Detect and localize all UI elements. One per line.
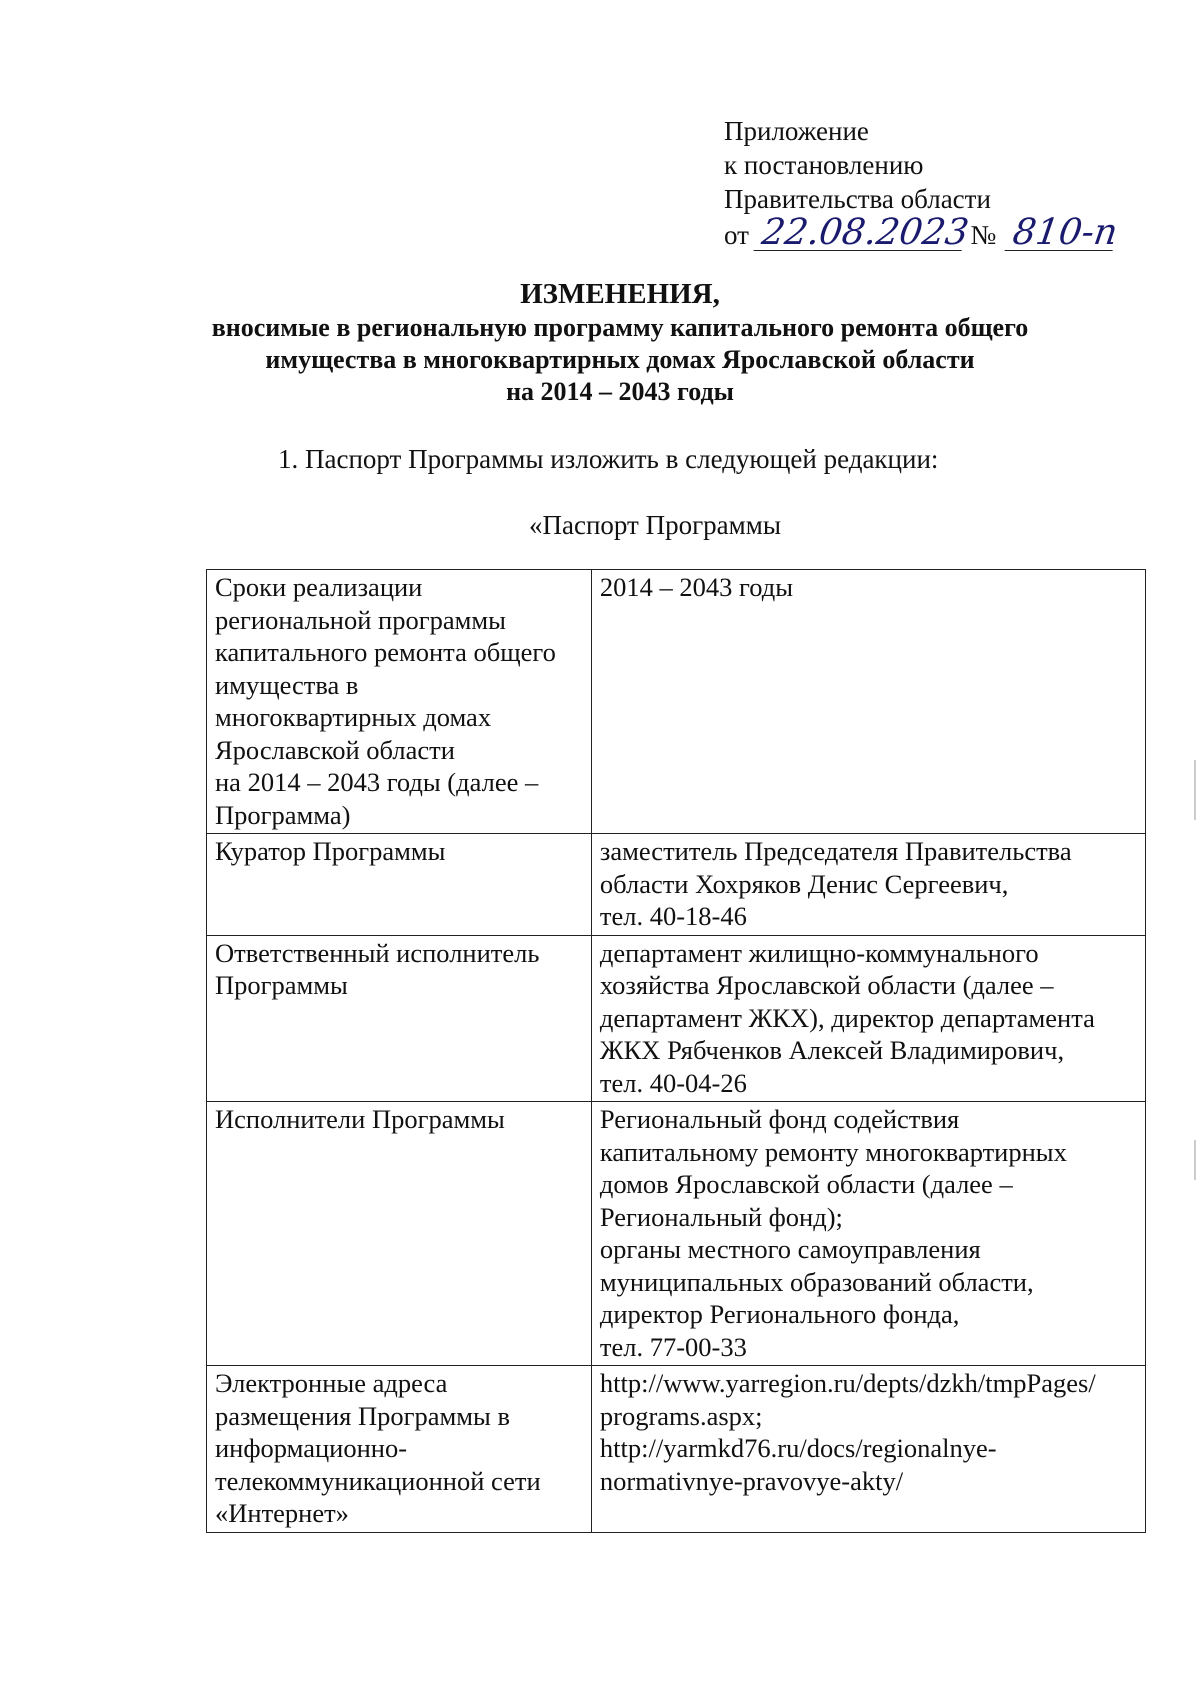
- row-responsible-executor: [207, 935, 1146, 1102]
- cell-line: «Интернет»: [215, 1498, 349, 1528]
- cell-line: тел. 40-18-46: [599, 901, 747, 931]
- cell-line: Региональный фонд содействия: [599, 1104, 960, 1134]
- cell-line: размещения Программы в: [215, 1400, 510, 1431]
- table-cell-value: [591, 570, 1145, 834]
- row-internet-addresses: [207, 1366, 1146, 1533]
- cell-line: тел. 40-04-26: [599, 1067, 747, 1098]
- document-heading: [140, 276, 1100, 408]
- cell-line: Ярославской области: [215, 734, 455, 765]
- cell-line: хозяйства Ярославской области (далее –: [599, 970, 1054, 1000]
- cell-line: Программа): [215, 799, 351, 830]
- row-program-curator: [207, 834, 1146, 936]
- appendix-government-line: Правительства области: [724, 184, 991, 214]
- appendix-block: [724, 114, 1121, 253]
- table-cell-value: [591, 1102, 1145, 1366]
- table-cell-label: [207, 935, 592, 1102]
- handwritten-date: 22.08.2023: [753, 216, 966, 251]
- cell-line: органы местного самоуправления: [599, 1234, 981, 1264]
- cell-line: 2014 – 2043 годы: [599, 572, 793, 602]
- table-cell-label: [207, 1102, 592, 1366]
- cell-line: Электронные адреса: [215, 1368, 448, 1398]
- cell-line: ЖКХ Рябченков Алексей Владимирович,: [599, 1035, 1065, 1065]
- cell-line: Сроки реализации: [215, 572, 423, 602]
- appendix-resolution-line: к постановлению: [724, 150, 924, 180]
- row-program-executors: [207, 1102, 1146, 1366]
- paragraph-1: 1. Паспорт Программы изложить в следующей редакции:: [278, 444, 939, 474]
- cell-line: многоквартирных домах: [215, 702, 492, 732]
- scan-artifact: [1194, 760, 1196, 820]
- table-cell-label: [207, 1366, 592, 1533]
- date-prefix: от: [724, 220, 749, 250]
- table-cell-label: [207, 834, 592, 936]
- table-cell-value: [591, 1366, 1145, 1533]
- cell-line: директор Регионального фонда,: [599, 1299, 960, 1329]
- handwritten-number: 810-п: [1005, 216, 1118, 251]
- cell-line: домов Ярославской области (далее –: [599, 1169, 1013, 1199]
- cell-line: programs.aspx;: [599, 1400, 763, 1431]
- table-cell-value: [591, 935, 1145, 1102]
- heading-title: ИЗМЕНЕНИЯ,: [520, 278, 720, 310]
- appendix-date-row: [724, 212, 1121, 253]
- cell-line: Программы: [215, 970, 348, 1000]
- table-cell-value: [591, 834, 1145, 936]
- number-sign: №: [970, 220, 997, 250]
- cell-line: заместитель Председателя Правительства: [599, 836, 1072, 866]
- cell-line: normativnye-pravovye-akty/: [599, 1465, 904, 1496]
- cell-line: Исполнители Программы: [215, 1104, 505, 1134]
- scan-artifact: [1194, 1140, 1196, 1180]
- heading-line-1: вносимые в региональную программу капитального ремонта общего: [211, 313, 1029, 342]
- cell-line: региональной программы: [215, 604, 506, 635]
- cell-line: Куратор Программы: [215, 836, 446, 866]
- passport-title: «Паспорт Программы: [529, 510, 781, 540]
- heading-line-2: имущества в многоквартирных домах Ярославской области: [265, 345, 975, 374]
- cell-line: Региональный фонд);: [599, 1201, 843, 1232]
- cell-line: Ответственный исполнитель: [215, 937, 540, 968]
- cell-line: департамент жилищно-коммунального: [599, 937, 1039, 968]
- cell-line: капитальному ремонту многоквартирных: [599, 1136, 1067, 1167]
- cell-line: информационно-: [215, 1433, 408, 1463]
- cell-line: телекоммуникационной сети: [215, 1465, 541, 1496]
- cell-line: на 2014 – 2043 годы (далее –: [215, 767, 539, 797]
- cell-line: департамент ЖКХ), директор департамента: [599, 1002, 1095, 1033]
- cell-line: имущества в: [215, 669, 359, 700]
- cell-line: области Хохряков Денис Сергеевич,: [599, 868, 1009, 899]
- cell-line: http://yarmkd76.ru/docs/regionalnye-: [599, 1433, 997, 1463]
- cell-line: тел. 77-00-33: [599, 1331, 747, 1362]
- heading-line-3: на 2014 – 2043 годы: [506, 377, 734, 406]
- appendix-label: Приложение: [724, 116, 869, 146]
- table-cell-label: [207, 570, 592, 834]
- cell-line: http://www.yarregion.ru/depts/dzkh/tmpPages/: [599, 1368, 1096, 1398]
- cell-line: муниципальных образований области,: [599, 1266, 1034, 1297]
- passport-table: [206, 569, 1146, 1533]
- row-program-period: [207, 570, 1146, 834]
- cell-line: капитального ремонта общего: [215, 637, 556, 667]
